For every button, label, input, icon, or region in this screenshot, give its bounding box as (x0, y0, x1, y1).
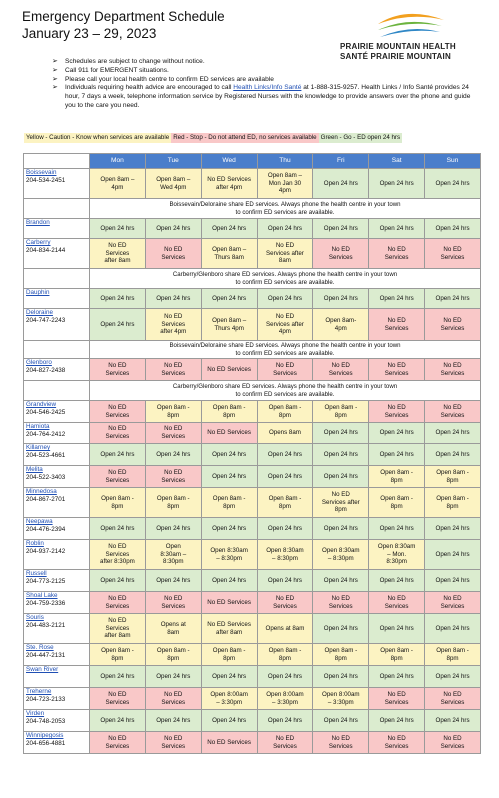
schedule-cell-sun: No ED Services (425, 688, 481, 710)
header-blank-cell (24, 154, 90, 169)
schedule-cell-sun: Open 24 hrs (425, 540, 481, 570)
site-phone: 204-523-4661 (26, 451, 66, 459)
schedule-cell-sun: No ED Services (425, 239, 481, 269)
schedule-cell-tue: Opens at 8am (145, 614, 201, 644)
notice-item (52, 67, 482, 76)
site-cell (24, 666, 90, 688)
schedule-cell-thu: No ED Services (257, 359, 313, 381)
site-phone: 204-748-2053 (26, 717, 66, 725)
site-phone: 204-534-2451 (26, 176, 66, 184)
schedule-cell-thu: No ED Services after 8am (257, 239, 313, 269)
schedule-cell-mon: Open 24 hrs (90, 219, 146, 239)
schedule-cell-sun: No ED Services (425, 359, 481, 381)
site-phone: 204-522-3403 (26, 473, 66, 481)
shared-service-note-row (24, 199, 481, 219)
note-blank-cell (24, 341, 90, 359)
site-row (24, 570, 481, 592)
shared-service-note-row (24, 381, 481, 401)
site-name-link[interactable]: Virden (26, 710, 45, 717)
site-phone: 204-834-2144 (26, 246, 66, 254)
schedule-cell-sat: Open 24 hrs (369, 444, 425, 466)
site-row (24, 644, 481, 666)
schedule-cell-wed: No ED Services (201, 359, 257, 381)
schedule-cell-wed: No ED Services after 4pm (201, 169, 257, 199)
schedule-cell-mon: Open 24 hrs (90, 518, 146, 540)
schedule-cell-fri: Open 24 hrs (313, 710, 369, 732)
schedule-cell-mon: No ED Services after 8:30pm (90, 540, 146, 570)
site-row (24, 466, 481, 488)
site-name-link[interactable]: Ste. Rose (26, 644, 54, 651)
site-cell (24, 466, 90, 488)
page-title (22, 8, 225, 42)
note-blank-cell (24, 269, 90, 289)
site-row (24, 592, 481, 614)
schedule-cell-mon: No ED Services (90, 466, 146, 488)
schedule-cell-thu: Open 24 hrs (257, 570, 313, 592)
schedule-cell-wed: Open 24 hrs (201, 518, 257, 540)
schedule-cell-mon: No ED Services (90, 423, 146, 444)
notice-text: Call 911 for EMERGENT situations. (65, 66, 169, 74)
schedule-cell-wed: Open 24 hrs (201, 570, 257, 592)
schedule-cell-sun: Open 24 hrs (425, 169, 481, 199)
arrow-bullet-icon: ➢ (52, 66, 58, 74)
day-header-wed: Wed (201, 154, 257, 169)
site-cell (24, 309, 90, 341)
site-row (24, 219, 481, 239)
schedule-cell-sat: Open 24 hrs (369, 219, 425, 239)
schedule-cell-sat: Open 24 hrs (369, 666, 425, 688)
shared-service-note: Carberry/Glenboro share ED services. Always phone the health centre in your town to confirm ED services are available. (90, 381, 481, 401)
arrow-bullet-icon: ➢ (52, 58, 58, 65)
schedule-cell-sun: Open 24 hrs (425, 570, 481, 592)
logo-text-fr: SANTÉ PRAIRIE MOUNTAIN (340, 52, 451, 61)
schedule-cell-sat: No ED Services (369, 732, 425, 754)
site-cell (24, 710, 90, 732)
schedule-cell-tue: Open 8am – Wed 4pm (145, 169, 201, 199)
schedule-cell-thu: Opens at 8am (257, 614, 313, 644)
schedule-cell-tue: Open 24 hrs (145, 219, 201, 239)
site-row (24, 732, 481, 754)
schedule-cell-fri: Open 8am- 4pm (313, 309, 369, 341)
schedule-cell-tue: No ED Services (145, 466, 201, 488)
site-cell (24, 401, 90, 423)
schedule-cell-thu: Open 8am - 8pm (257, 401, 313, 423)
schedule-cell-wed: Open 24 hrs (201, 219, 257, 239)
schedule-cell-sat: No ED Services (369, 401, 425, 423)
shared-service-note: Boissevain/Deloraine share ED services. Always phone the health centre in your town to confirm ED services are available. (90, 199, 481, 219)
page-title-dates: January 23 – 29, 2023 (22, 26, 157, 41)
schedule-cell-mon: No ED Services (90, 401, 146, 423)
schedule-cell-wed: Open 24 hrs (201, 466, 257, 488)
schedule-cell-sun: No ED Services (425, 732, 481, 754)
schedule-cell-tue: Open 24 hrs (145, 518, 201, 540)
schedule-cell-fri: Open 24 hrs (313, 614, 369, 644)
site-name-link[interactable]: Killarney (26, 444, 51, 451)
site-row (24, 239, 481, 269)
site-row (24, 289, 481, 309)
site-name-link[interactable]: Brandon (26, 219, 50, 226)
schedule-cell-mon: Open 24 hrs (90, 710, 146, 732)
site-phone: 204-747-2243 (26, 316, 66, 324)
schedule-cell-thu: No ED Services (257, 732, 313, 754)
site-name-link[interactable]: Melita (26, 466, 43, 473)
schedule-cell-fri: No ED Services after 8pm (313, 488, 369, 518)
schedule-cell-sun: Open 24 hrs (425, 444, 481, 466)
site-cell (24, 444, 90, 466)
schedule-cell-fri: Open 24 hrs (313, 466, 369, 488)
schedule-cell-tue: Open 24 hrs (145, 666, 201, 688)
schedule-cell-fri: No ED Services (313, 732, 369, 754)
schedule-cell-tue: No ED Services (145, 688, 201, 710)
site-cell (24, 289, 90, 309)
schedule-cell-wed: No ED Services (201, 592, 257, 614)
schedule-table (23, 153, 481, 754)
notice-item (52, 58, 482, 67)
schedule-cell-thu: Open 24 hrs (257, 710, 313, 732)
schedule-cell-sat: No ED Services (369, 688, 425, 710)
site-cell (24, 359, 90, 381)
site-name-link[interactable]: Neepawa (26, 518, 53, 525)
site-cell (24, 732, 90, 754)
schedule-cell-mon: Open 8am – 4pm (90, 169, 146, 199)
schedule-cell-tue: No ED Services (145, 732, 201, 754)
schedule-cell-thu: Open 24 hrs (257, 289, 313, 309)
site-row (24, 423, 481, 444)
site-cell (24, 518, 90, 540)
site-name-link[interactable]: Grandview (26, 401, 57, 408)
site-row (24, 488, 481, 518)
schedule-cell-wed: Open 24 hrs (201, 444, 257, 466)
legend-green: Green - Go - ED open 24 hrs (320, 134, 401, 141)
site-name-link[interactable]: Treherne (26, 688, 52, 695)
schedule-cell-tue: Open 24 hrs (145, 444, 201, 466)
schedule-cell-fri: No ED Services (313, 592, 369, 614)
day-header-row (24, 154, 481, 169)
schedule-cell-mon: No ED Services (90, 359, 146, 381)
schedule-cell-thu: Open 24 hrs (257, 219, 313, 239)
shared-service-note-row (24, 341, 481, 359)
site-phone: 204-483-2121 (26, 621, 66, 629)
site-name-link[interactable]: Russell (26, 570, 47, 577)
schedule-cell-wed: Open 24 hrs (201, 710, 257, 732)
schedule-cell-sun: No ED Services (425, 592, 481, 614)
site-phone: 204-759-2336 (26, 599, 66, 607)
schedule-cell-mon: No ED Services after 8am (90, 614, 146, 644)
schedule-cell-sun: No ED Services (425, 401, 481, 423)
schedule-cell-fri: Open 24 hrs (313, 444, 369, 466)
schedule-cell-thu: Open 8:30am – 8:30pm (257, 540, 313, 570)
schedule-cell-tue: Open 8am - 8pm (145, 401, 201, 423)
site-name-link[interactable]: Souris (26, 614, 44, 621)
site-name-link[interactable]: Minnedosa (26, 488, 57, 495)
schedule-cell-thu: Open 8:00am – 3:30pm (257, 688, 313, 710)
notice-text-post: at 1-888-315-9257. Health Links / Info Santé provides 24 hour, 7 days a week, telephone information service by Registered Nurses with the knowledge to provide answers over the phone and guide you to the care you need. (65, 84, 471, 109)
schedule-cell-fri: Open 24 hrs (313, 169, 369, 199)
schedule-body (24, 169, 481, 754)
schedule-cell-fri: Open 24 hrs (313, 289, 369, 309)
schedule-cell-sat: No ED Services (369, 359, 425, 381)
day-header-mon: Mon (90, 154, 146, 169)
site-row (24, 309, 481, 341)
legend-yellow: Yellow - Caution - Know when services are available (26, 134, 170, 141)
site-phone: 204-764-2412 (26, 430, 66, 438)
schedule-cell-tue: No ED Services after 4pm (145, 309, 201, 341)
schedule-cell-sun: Open 24 hrs (425, 710, 481, 732)
site-phone: 204-447-2131 (26, 651, 66, 659)
schedule-cell-sun: Open 8am - 8pm (425, 488, 481, 518)
schedule-cell-wed: Open 8am - 8pm (201, 401, 257, 423)
logo-green-swoosh (378, 22, 442, 30)
site-name-link[interactable]: Hamiota (26, 423, 50, 430)
schedule-cell-thu: Open 24 hrs (257, 466, 313, 488)
site-cell (24, 488, 90, 518)
schedule-cell-fri: Open 8am - 8pm (313, 644, 369, 666)
site-row (24, 710, 481, 732)
schedule-cell-wed: Open 8:30am – 8:30pm (201, 540, 257, 570)
schedule-cell-sat: Open 24 hrs (369, 169, 425, 199)
site-phone: 204-773-2125 (26, 577, 66, 585)
schedule-cell-tue: Open 8am - 8pm (145, 488, 201, 518)
schedule-cell-tue: Open 24 hrs (145, 289, 201, 309)
shared-service-note: Carberry/Glenboro share ED services. Always phone the health centre in your town to confirm ED services are available. (90, 269, 481, 289)
page-title-line1: Emergency Department Schedule (22, 9, 225, 24)
site-row (24, 359, 481, 381)
arrow-bullet-icon: ➢ (52, 75, 58, 83)
schedule-cell-tue: No ED Services (145, 359, 201, 381)
site-name-link[interactable]: Deloraine (26, 309, 53, 316)
site-cell (24, 239, 90, 269)
schedule-cell-tue: No ED Services (145, 423, 201, 444)
schedule-cell-wed: Open 8am – Thurs 4pm (201, 309, 257, 341)
schedule-cell-fri: Open 24 hrs (313, 219, 369, 239)
schedule-cell-tue: Open 8am - 8pm (145, 644, 201, 666)
schedule-cell-fri: Open 8:00am – 3:30pm (313, 688, 369, 710)
site-phone: 204-827-2438 (26, 366, 66, 374)
schedule-cell-tue: Open 8:30am – 8:30pm (145, 540, 201, 570)
site-name-link[interactable]: Carberry (26, 239, 51, 246)
site-name-link[interactable]: Roblin (26, 540, 44, 547)
schedule-cell-sat: Open 24 hrs (369, 710, 425, 732)
site-name-link[interactable]: Boissevain (26, 169, 57, 176)
schedule-cell-sat: Open 8:30am – Mon. 8:30pm (369, 540, 425, 570)
site-phone: 204-723-2133 (26, 695, 66, 703)
schedule-cell-mon: Open 24 hrs (90, 570, 146, 592)
logo-swoosh-icon (376, 10, 446, 40)
logo-text-en: PRAIRIE MOUNTAIN HEALTH (340, 42, 456, 51)
note-blank-cell (24, 199, 90, 219)
site-cell (24, 219, 90, 239)
schedule-cell-mon: No ED Services after 8am (90, 239, 146, 269)
schedule-cell-thu: No ED Services (257, 592, 313, 614)
site-row (24, 401, 481, 423)
site-cell (24, 540, 90, 570)
schedule-cell-mon: No ED Services (90, 688, 146, 710)
schedule-cell-fri: No ED Services (313, 239, 369, 269)
color-legend (24, 133, 402, 143)
schedule-cell-sun: Open 24 hrs (425, 423, 481, 444)
schedule-cell-fri: Open 24 hrs (313, 570, 369, 592)
schedule-cell-wed: Open 8am – Thurs 8am (201, 239, 257, 269)
schedule-cell-tue: Open 24 hrs (145, 570, 201, 592)
site-cell (24, 169, 90, 199)
schedule-cell-sun: Open 24 hrs (425, 518, 481, 540)
schedule-cell-sun: Open 24 hrs (425, 219, 481, 239)
site-name-link[interactable]: Shoal Lake (26, 592, 58, 599)
schedule-cell-wed: No ED Services (201, 423, 257, 444)
schedule-cell-mon: Open 8am - 8pm (90, 488, 146, 518)
schedule-cell-mon: No ED Services (90, 732, 146, 754)
schedule-cell-tue: Open 24 hrs (145, 710, 201, 732)
site-cell (24, 644, 90, 666)
site-row (24, 614, 481, 644)
schedule-cell-thu: Open 8am - 8pm (257, 644, 313, 666)
site-row (24, 540, 481, 570)
site-row (24, 666, 481, 688)
schedule-cell-thu: Open 24 hrs (257, 444, 313, 466)
notice-item (52, 76, 482, 85)
schedule-cell-sat: Open 24 hrs (369, 518, 425, 540)
site-row (24, 444, 481, 466)
logo-blue-swoosh (380, 29, 440, 37)
schedule-cell-sat: Open 24 hrs (369, 614, 425, 644)
site-phone: 204-546-2425 (26, 408, 66, 416)
schedule-cell-sun: Open 8am - 8pm (425, 466, 481, 488)
schedule-cell-thu: Open 24 hrs (257, 518, 313, 540)
site-name-link[interactable]: Swan River (26, 666, 59, 673)
notice-text-pre: Individuals requiring health advice are encouraged to call (65, 84, 234, 92)
site-phone: 204-867-2701 (26, 495, 66, 503)
day-header-sun: Sun (425, 154, 481, 169)
schedule-cell-wed: Open 24 hrs (201, 289, 257, 309)
schedule-cell-thu: Opens 8am (257, 423, 313, 444)
site-phone: 204-476-2394 (26, 525, 66, 533)
notice-text: Please call your local health centre to confirm ED services are available (65, 75, 274, 83)
schedule-cell-mon: Open 24 hrs (90, 309, 146, 341)
site-cell (24, 614, 90, 644)
schedule-cell-thu: Open 8am – Mon Jan 30 4pm (257, 169, 313, 199)
schedule-cell-sat: No ED Services (369, 592, 425, 614)
day-header-sat: Sat (369, 154, 425, 169)
schedule-cell-sat: Open 24 hrs (369, 423, 425, 444)
site-cell (24, 570, 90, 592)
day-header-thu: Thu (257, 154, 313, 169)
schedule-cell-fri: Open 8:30am – 8:30pm (313, 540, 369, 570)
schedule-cell-fri: Open 24 hrs (313, 423, 369, 444)
schedule-cell-wed: Open 8am - 8pm (201, 644, 257, 666)
site-cell (24, 423, 90, 444)
schedule-cell-mon: Open 24 hrs (90, 666, 146, 688)
notice-text: Schedules are subject to change without notice. (65, 58, 205, 65)
schedule-cell-wed: Open 8:00am – 3:30pm (201, 688, 257, 710)
schedule-cell-sun: Open 24 hrs (425, 666, 481, 688)
legend-red: Red - Stop - Do not attend ED, no services available (173, 134, 317, 141)
note-blank-cell (24, 381, 90, 401)
health-links-link[interactable]: Health Links/Info Santé (233, 84, 302, 92)
schedule-cell-wed: Open 8am - 8pm (201, 488, 257, 518)
day-header-tue: Tue (145, 154, 201, 169)
schedule-cell-wed: No ED Services after 8am (201, 614, 257, 644)
schedule-cell-tue: No ED Services (145, 592, 201, 614)
site-row (24, 518, 481, 540)
schedule-cell-mon: Open 24 hrs (90, 444, 146, 466)
schedule-cell-fri: Open 24 hrs (313, 518, 369, 540)
schedule-cell-sun: Open 8am - 8pm (425, 644, 481, 666)
schedule-cell-mon: No ED Services (90, 592, 146, 614)
schedule-cell-fri: Open 8am - 8pm (313, 401, 369, 423)
schedule-cell-sun: Open 24 hrs (425, 289, 481, 309)
schedule-cell-wed: No ED Services (201, 732, 257, 754)
schedule-cell-sat: Open 24 hrs (369, 289, 425, 309)
site-phone: 204-656-4881 (26, 739, 66, 747)
notice-list (52, 58, 482, 111)
schedule-cell-sat: Open 8am - 8pm (369, 488, 425, 518)
site-row (24, 169, 481, 199)
site-name-link[interactable]: Dauphin (26, 289, 50, 296)
schedule-cell-sat: Open 8am - 8pm (369, 644, 425, 666)
schedule-cell-thu: Open 8am - 8pm (257, 488, 313, 518)
schedule-cell-wed: Open 24 hrs (201, 666, 257, 688)
schedule-cell-sat: No ED Services (369, 239, 425, 269)
schedule-cell-thu: Open 24 hrs (257, 666, 313, 688)
schedule-cell-thu: No ED Services after 4pm (257, 309, 313, 341)
arrow-bullet-icon: ➢ (52, 84, 58, 92)
schedule-cell-mon: Open 24 hrs (90, 289, 146, 309)
notice-item (52, 84, 482, 110)
site-phone: 204-937-2142 (26, 547, 66, 555)
schedule-cell-sun: No ED Services (425, 309, 481, 341)
schedule-cell-mon: Open 8am - 8pm (90, 644, 146, 666)
site-name-link[interactable]: Winnipegosis (26, 732, 64, 739)
shared-service-note-row (24, 269, 481, 289)
shared-service-note: Boissevain/Deloraine share ED services. Always phone the health centre in your town to confirm ED services are available. (90, 341, 481, 359)
site-cell (24, 592, 90, 614)
schedule-cell-sat: Open 24 hrs (369, 570, 425, 592)
schedule-cell-fri: No ED Services (313, 359, 369, 381)
site-cell (24, 688, 90, 710)
day-header-fri: Fri (313, 154, 369, 169)
schedule-cell-sun: Open 24 hrs (425, 614, 481, 644)
schedule-cell-tue: No ED Services (145, 239, 201, 269)
schedule-cell-fri: Open 24 hrs (313, 666, 369, 688)
site-name-link[interactable]: Glenboro (26, 359, 52, 366)
site-row (24, 688, 481, 710)
schedule-cell-sat: No ED Services (369, 309, 425, 341)
schedule-cell-sat: Open 8am - 8pm (369, 466, 425, 488)
